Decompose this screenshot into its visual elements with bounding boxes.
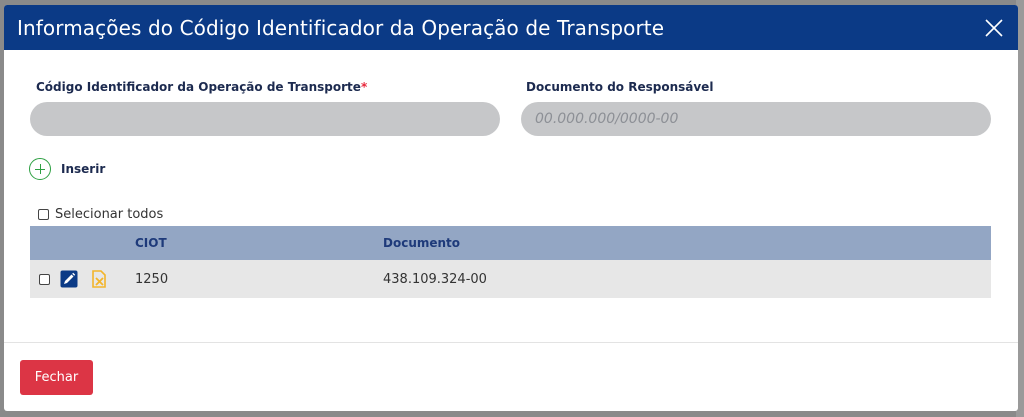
header-documento: Documento bbox=[383, 236, 461, 250]
required-mark: * bbox=[360, 80, 368, 94]
close-button[interactable]: Fechar bbox=[20, 360, 93, 395]
select-all-label: Selecionar todos bbox=[55, 207, 164, 222]
ciot-modal bbox=[4, 5, 1018, 411]
edit-icon[interactable] bbox=[60, 270, 78, 288]
plus-circle-icon bbox=[29, 158, 51, 180]
select-all-checkbox[interactable] bbox=[38, 209, 49, 220]
modal-body bbox=[4, 50, 1018, 340]
close-icon[interactable] bbox=[982, 16, 1006, 40]
modal-footer bbox=[4, 342, 1018, 411]
row-actions bbox=[30, 270, 135, 288]
table-row bbox=[30, 260, 991, 298]
cell-documento: 438.109.324-00 bbox=[383, 271, 487, 287]
insert-label: Inserir bbox=[61, 162, 106, 176]
modal-header bbox=[4, 5, 1018, 50]
header-ciot: CIOT bbox=[135, 236, 167, 250]
insert-button[interactable] bbox=[29, 158, 105, 180]
delete-icon[interactable] bbox=[90, 270, 108, 288]
ciot-label-text: Código Identificador da Operação de Transporte bbox=[36, 80, 361, 94]
modal-title: Informações do Código Identificador da Operação de Transporte bbox=[17, 15, 665, 40]
row-checkbox[interactable] bbox=[39, 274, 50, 285]
ciot-table bbox=[30, 226, 991, 298]
documento-field-label: Documento do Responsável bbox=[526, 80, 714, 94]
table-header bbox=[30, 226, 991, 260]
documento-input[interactable] bbox=[521, 102, 991, 136]
ciot-input[interactable] bbox=[30, 102, 500, 136]
cell-ciot: 1250 bbox=[135, 271, 169, 287]
select-all[interactable] bbox=[38, 207, 163, 222]
ciot-field-label bbox=[36, 80, 367, 94]
